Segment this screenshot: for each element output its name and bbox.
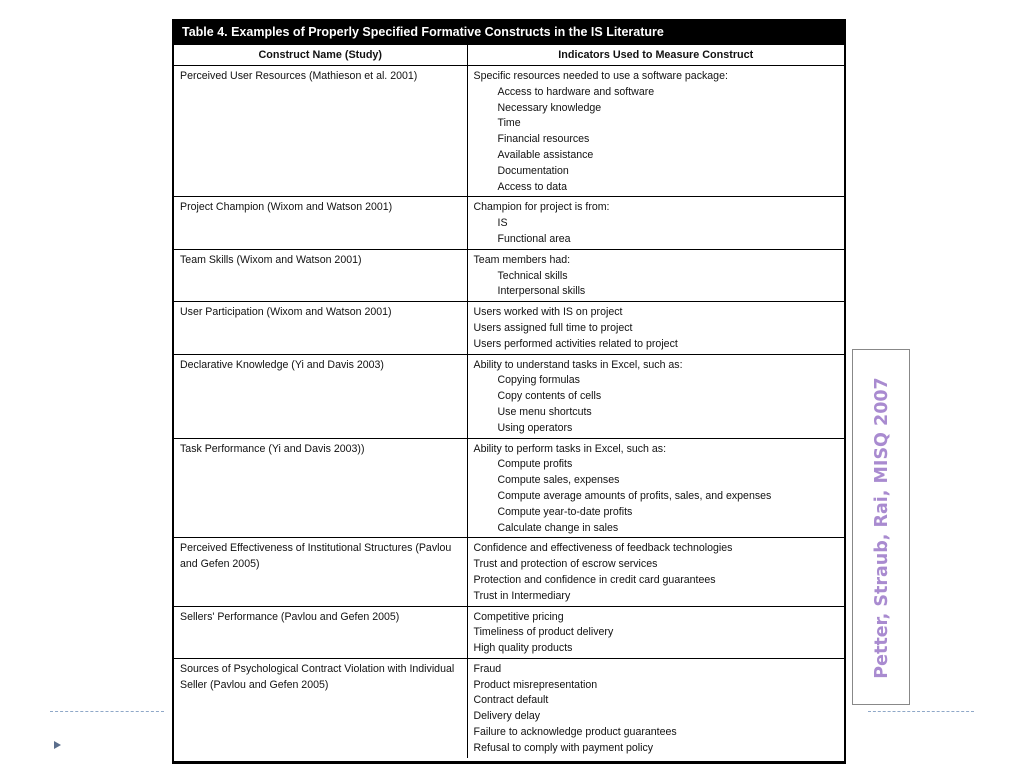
- indicator-item: Compute profits: [497, 458, 573, 471]
- table-row: [174, 249, 844, 301]
- indicators-cell: [467, 606, 844, 658]
- table-row: [174, 438, 844, 538]
- indicator-item: Protection and confidence in credit card guarantees: [473, 573, 716, 586]
- indicator-item: Confidence and effectiveness of feedback technologies: [473, 542, 733, 555]
- indicator-item: Ability to perform tasks in Excel, such as:: [473, 442, 667, 455]
- construct-name-cell: Project Champion (Wixom and Watson 2001): [174, 197, 467, 249]
- indicator-item: Functional area: [497, 232, 571, 245]
- indicator-item: Timeliness of product delivery: [473, 626, 614, 639]
- table-row: [174, 197, 844, 249]
- indicator-item: Champion for project is from:: [473, 201, 610, 214]
- indicator-item: Access to data: [497, 180, 567, 193]
- indicator-item: High quality products: [473, 642, 573, 655]
- indicator-item: Users worked with IS on project: [473, 306, 623, 319]
- indicator-item: Ability to understand tasks in Excel, such as:: [473, 358, 683, 371]
- construct-name-cell: Sources of Psychological Contract Violation with Individual Seller (Pavlou and Gefen 2005): [174, 658, 467, 757]
- indicator-item: Compute year-to-date profits: [497, 505, 633, 518]
- table-body: [174, 66, 844, 758]
- header-indicators: Indicators Used to Measure Construct: [467, 45, 844, 66]
- table-row: [174, 66, 844, 197]
- indicator-item: Users assigned full time to project: [473, 321, 633, 334]
- citation-text: Petter, Straub, Rai, MISQ 2007: [872, 377, 892, 679]
- indicator-item: Fraud: [473, 662, 502, 675]
- indicator-item: Documentation: [497, 164, 569, 177]
- indicators-cell: [467, 658, 844, 757]
- indicators-cell: [467, 438, 844, 538]
- construct-name-cell: Task Performance (Yi and Davis 2003)): [174, 438, 467, 538]
- indicator-item: Refusal to comply with payment policy: [473, 741, 654, 754]
- header-construct-name: Construct Name (Study): [174, 45, 467, 66]
- indicator-item: Users performed activities related to project: [473, 337, 678, 350]
- indicators-cell: [467, 66, 844, 197]
- indicator-item: Using operators: [497, 421, 573, 434]
- indicator-item: IS: [497, 217, 508, 230]
- indicators-cell: [467, 302, 844, 354]
- indicator-item: Product misrepresentation: [473, 678, 598, 691]
- constructs-grid: [174, 45, 844, 758]
- indicator-item: Access to hardware and software: [497, 85, 655, 98]
- indicator-item: Copying formulas: [497, 374, 580, 387]
- indicator-item: Compute sales, expenses: [497, 474, 620, 487]
- table-row: [174, 658, 844, 757]
- citation-box: [852, 349, 910, 705]
- indicator-item: Necessary knowledge: [497, 101, 602, 114]
- header-row: [174, 45, 844, 66]
- construct-name-cell: Perceived Effectiveness of Institutional Structures (Pavlou and Gefen 2005): [174, 538, 467, 606]
- indicator-item: Competitive pricing: [473, 610, 564, 623]
- table-title: Table 4. Examples of Properly Specified Formative Constructs in the IS Literature: [174, 19, 844, 45]
- construct-name-cell: Sellers' Performance (Pavlou and Gefen 2005): [174, 606, 467, 658]
- indicators-cell: [467, 354, 844, 438]
- indicator-item: Delivery delay: [473, 710, 541, 723]
- indicator-item: Use menu shortcuts: [497, 405, 592, 418]
- indicator-item: Team members had:: [473, 253, 571, 266]
- table-row: [174, 302, 844, 354]
- indicator-item: Trust and protection of escrow services: [473, 558, 658, 571]
- construct-name-cell: Perceived User Resources (Mathieson et al. 2001): [174, 66, 467, 197]
- indicator-item: Time: [497, 117, 521, 130]
- indicator-item: Trust in Intermediary: [473, 589, 571, 602]
- indicator-item: Technical skills: [497, 269, 568, 282]
- indicator-item: Specific resources needed to use a software package:: [473, 70, 728, 82]
- table-row: [174, 538, 844, 606]
- indicator-item: Compute average amounts of profits, sales, and expenses: [497, 489, 772, 502]
- indicator-item: Interpersonal skills: [497, 285, 586, 298]
- indicators-cell: [467, 538, 844, 606]
- slide-divider-right: [868, 711, 974, 712]
- indicator-item: Failure to acknowledge product guarantees: [473, 726, 677, 739]
- construct-name-cell: Team Skills (Wixom and Watson 2001): [174, 249, 467, 301]
- indicator-item: Calculate change in sales: [497, 521, 619, 534]
- indicator-item: Available assistance: [497, 148, 594, 161]
- construct-name-cell: Declarative Knowledge (Yi and Davis 2003): [174, 354, 467, 438]
- construct-name-cell: User Participation (Wixom and Watson 2001): [174, 302, 467, 354]
- indicators-cell: [467, 197, 844, 249]
- slide-marker-icon: [54, 741, 61, 749]
- slide-divider-left: [50, 711, 164, 712]
- table-row: [174, 354, 844, 438]
- indicator-item: Contract default: [473, 694, 549, 707]
- table-row: [174, 606, 844, 658]
- indicator-item: Copy contents of cells: [497, 390, 602, 403]
- constructs-table: [172, 19, 846, 764]
- indicators-cell: [467, 249, 844, 301]
- indicator-item: Financial resources: [497, 133, 590, 146]
